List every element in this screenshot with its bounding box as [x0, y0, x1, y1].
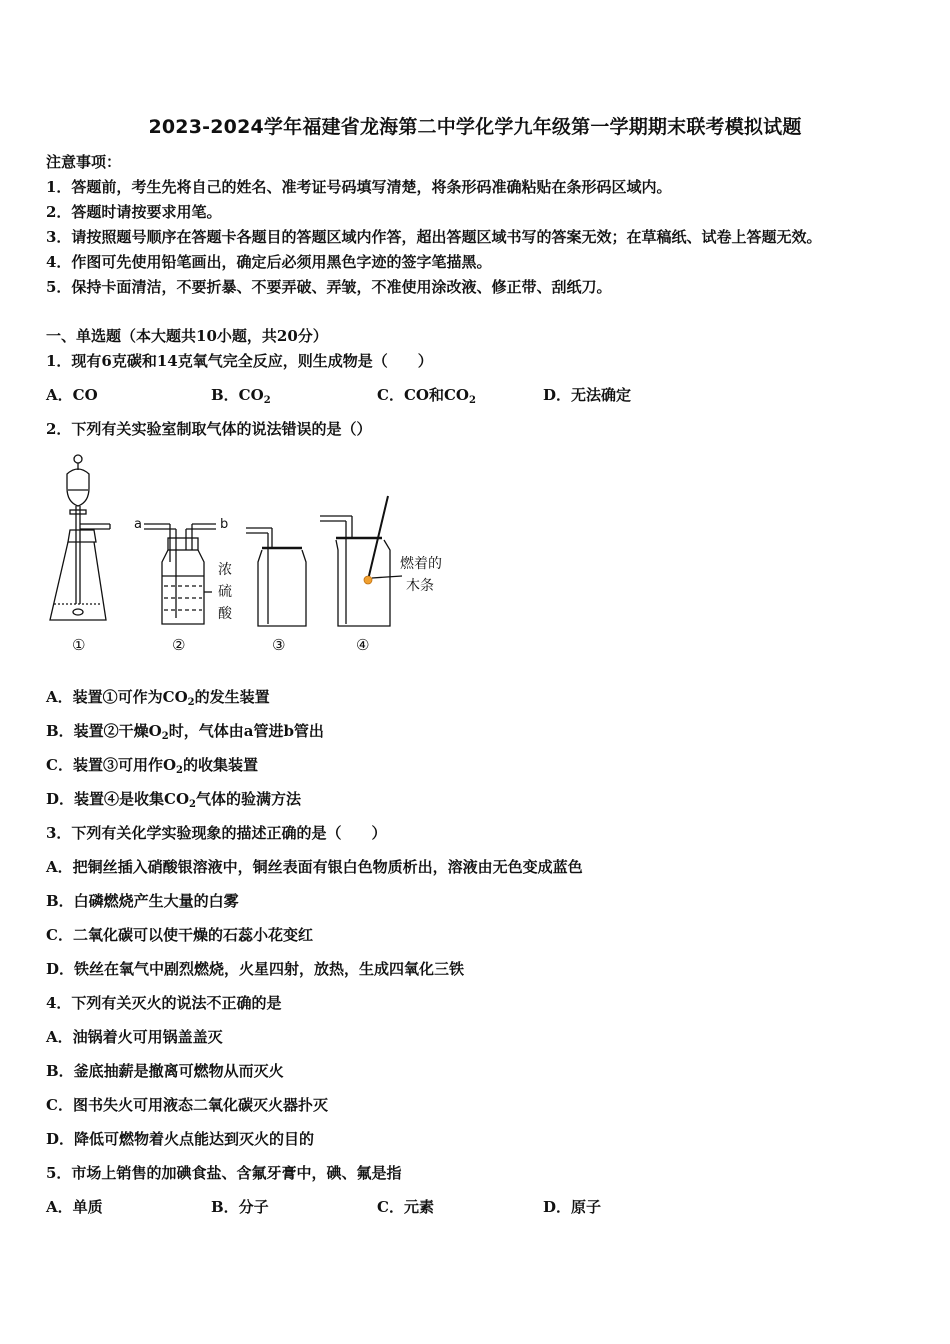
apparatus-number-4: ④ [356, 636, 370, 654]
stick-label-1: 燃着的 [400, 556, 442, 572]
q1-option-a: A．CO [46, 386, 98, 404]
label-a: a [134, 517, 142, 532]
apparatus-4-bottle-with-stick [320, 496, 402, 626]
acid-label-2: 硫 [218, 584, 232, 600]
q1-option-d: D．无法确定 [543, 386, 632, 404]
q4-stem: 4．下列有关灭火的说法不正确的是 [46, 994, 282, 1012]
q4-option-a: A．油锅着火可用锅盖盖灭 [46, 1028, 223, 1046]
q4-option-d: D．降低可燃物着火点能达到灭火的目的 [46, 1130, 315, 1148]
acid-label-3: 酸 [218, 606, 232, 622]
page-title: 2023-2024学年福建省龙海第二中学化学九年级第一学期期末联考模拟试题 [148, 116, 802, 138]
note-item-5: 5．保持卡面清洁，不要折暴、不要弄破、弄皱，不准使用涂改液、修正带、刮纸刀。 [46, 278, 612, 296]
label-b: b [220, 517, 229, 532]
q5-option-b: B．分子 [211, 1198, 269, 1216]
q3-option-a: A．把铜丝插入硝酸银溶液中，铜丝表面有银白色物质析出，溶液由无色变成蓝色 [46, 858, 583, 876]
apparatus-2-wash-bottle [144, 524, 216, 624]
apparatus-number-2: ② [172, 636, 186, 654]
q2-option-d: D．装置④是收集$CO_2$气体的验满方法 [46, 790, 301, 810]
note-item-4: 4．作图可先使用铅笔画出，确定后必须用黑色字迹的签字笔描黑。 [46, 253, 492, 271]
apparatus-number-3: ③ [272, 636, 286, 654]
q2-option-a: A．装置①可作为$CO_2$的发生装置 [46, 688, 270, 708]
q3-option-c: C．二氧化碳可以使干燥的石蕊小花变红 [46, 926, 313, 944]
q5-stem: 5．市场上销售的加碘食盐、含氟牙膏中，碘、氟是指 [46, 1164, 402, 1182]
q2-option-c: C．装置③可用作$O_2$的收集装置 [46, 756, 258, 776]
q1-stem: 1．现有6克碳和14克氧气完全反应，则生成物是（ ） [46, 352, 433, 370]
q5-option-a: A．单质 [46, 1198, 103, 1216]
apparatus-figure [40, 452, 470, 662]
notes-heading: 注意事项： [46, 153, 122, 171]
section-heading: 一、单选题（本大题共10小题，共20分） [46, 327, 328, 345]
apparatus-number-1: ① [72, 636, 86, 654]
note-item-3: 3．请按照题号顺序在答题卡各题目的答题区域内作答，超出答题区域书写的答案无效；在草稿纸、试卷上答题无效。 [46, 228, 822, 246]
q4-option-b: B．釜底抽薪是撤离可燃物从而灭火 [46, 1062, 284, 1080]
q1-option-c: C．CO和$CO_2$ [377, 386, 476, 406]
acid-label-1: 浓 [218, 562, 232, 578]
apparatus-1-flask [50, 455, 110, 620]
apparatus-3-collection-bottle [246, 528, 306, 626]
q3-stem: 3．下列有关化学实验现象的描述正确的是（ ） [46, 824, 387, 842]
q3-option-d: D．铁丝在氧气中剧烈燃烧，火星四射，放热，生成四氧化三铁 [46, 960, 465, 978]
q1-option-b: B．$CO_2$ [211, 386, 271, 406]
q4-option-c: C．图书失火可用液态二氧化碳灭火器扑灭 [46, 1096, 328, 1114]
q5-option-c: C．元素 [377, 1198, 434, 1216]
q5-option-d: D．原子 [543, 1198, 602, 1216]
note-item-1: 1．答题前，考生先将自己的姓名、准考证号码填写清楚，将条形码准确粘贴在条形码区域内。 [46, 178, 672, 196]
q3-option-b: B．白磷燃烧产生大量的白雾 [46, 892, 239, 910]
stick-label-2: 木条 [406, 578, 434, 594]
q2-option-b: B．装置②干燥$O_2$时，气体由a管进b管出 [46, 722, 324, 742]
note-item-2: 2．答题时请按要求用笔。 [46, 203, 222, 221]
q2-stem: 2．下列有关实验室制取气体的说法错误的是（） [46, 420, 372, 438]
